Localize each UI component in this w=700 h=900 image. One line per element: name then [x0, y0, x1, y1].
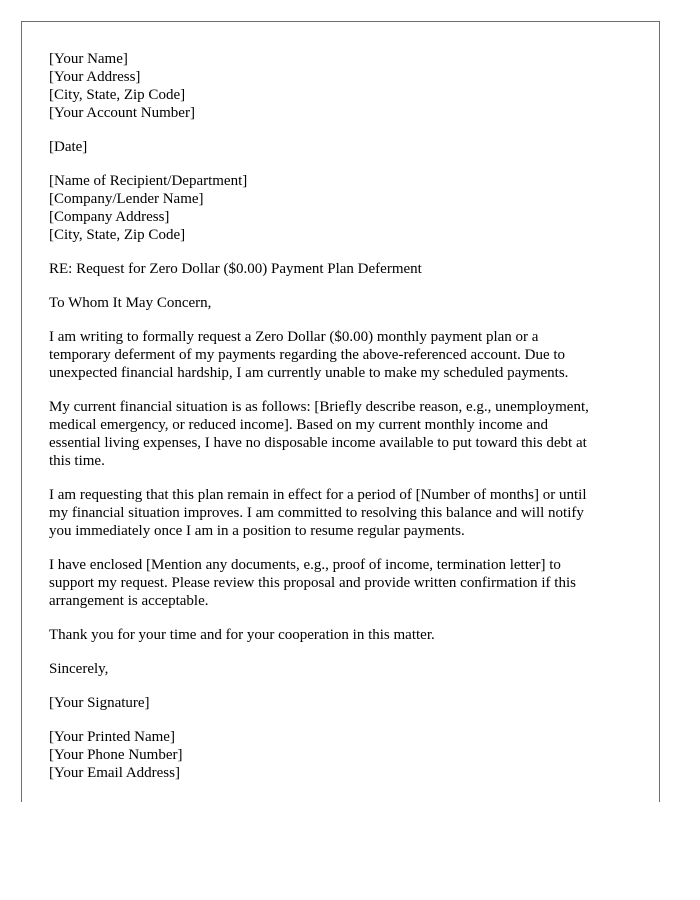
body-line: arrangement is acceptable.	[49, 593, 209, 609]
body-line: I am requesting that this plan remain in effect for a period of [Number of months] or until	[49, 487, 587, 503]
sender-address: [Your Address]	[49, 69, 141, 85]
body-line: temporary deferment of my payments regarding the above-referenced account. Due to	[49, 347, 566, 363]
body-line: essential living expenses, I have no disposable income available to put toward this debt at	[49, 435, 587, 451]
body-paragraph-5	[49, 626, 634, 644]
body-paragraph-3	[49, 486, 634, 540]
signature-block	[49, 694, 634, 712]
body-line: this time.	[49, 453, 105, 469]
letter-page	[21, 21, 660, 802]
recipient-city-state-zip: [City, State, Zip Code]	[49, 227, 186, 243]
footer-block	[49, 728, 634, 782]
recipient-address: [Company Address]	[49, 209, 170, 225]
signature-placeholder: [Your Signature]	[49, 695, 150, 711]
body-line: you immediately once I am in a position to resume regular payments.	[49, 523, 465, 539]
closing: Sincerely,	[49, 661, 109, 677]
sender-name: [Your Name]	[49, 51, 128, 67]
subject-line: RE: Request for Zero Dollar ($0.00) Payment Plan Deferment	[49, 261, 422, 277]
sender-account-number: [Your Account Number]	[49, 105, 195, 121]
printed-name: [Your Printed Name]	[49, 729, 175, 745]
body-line: I have enclosed [Mention any documents, e.g., proof of income, termination letter] to	[49, 557, 561, 573]
letter-date: [Date]	[49, 139, 88, 155]
body-paragraph-4	[49, 556, 634, 610]
subject-block	[49, 260, 634, 278]
date-block	[49, 138, 634, 156]
body-line: I am writing to formally request a Zero Dollar ($0.00) monthly payment plan or a	[49, 329, 539, 345]
email-address: [Your Email Address]	[49, 765, 180, 781]
recipient-company: [Company/Lender Name]	[49, 191, 204, 207]
body-line: medical emergency, or reduced income]. Based on my current monthly income and	[49, 417, 548, 433]
body-line: My current financial situation is as follows: [Briefly describe reason, e.g., unemployment,	[49, 399, 589, 415]
body-line: support my request. Please review this proposal and provide written confirmation if this	[49, 575, 576, 591]
closing-block	[49, 660, 634, 678]
recipient-name: [Name of Recipient/Department]	[49, 173, 248, 189]
phone-number: [Your Phone Number]	[49, 747, 183, 763]
body-paragraph-1	[49, 328, 634, 382]
sender-block	[49, 50, 634, 122]
sender-city-state-zip: [City, State, Zip Code]	[49, 87, 186, 103]
recipient-block	[49, 172, 634, 244]
letter-content	[49, 50, 634, 798]
salutation: To Whom It May Concern,	[49, 295, 212, 311]
body-paragraph-2	[49, 398, 634, 470]
body-line: my financial situation improves. I am committed to resolving this balance and will notify	[49, 505, 584, 521]
body-line: unexpected financial hardship, I am currently unable to make my scheduled payments.	[49, 365, 569, 381]
salutation-block	[49, 294, 634, 312]
body-line: Thank you for your time and for your cooperation in this matter.	[49, 627, 435, 643]
